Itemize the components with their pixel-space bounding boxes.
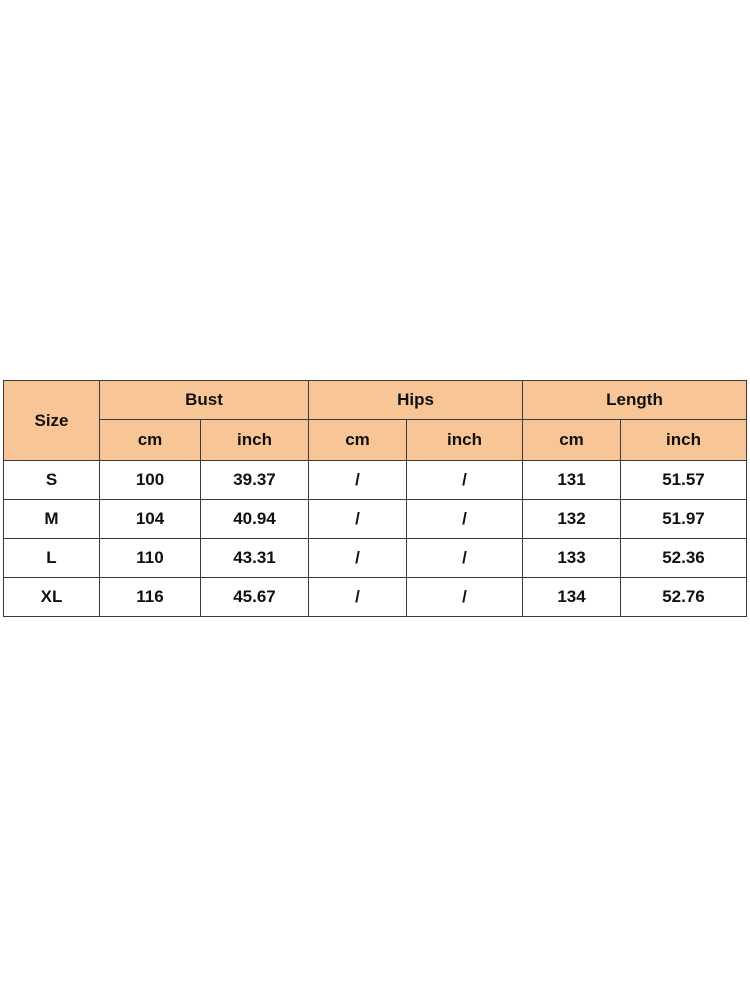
length-header: Length [523, 381, 747, 420]
size-chart-header [4, 381, 747, 461]
size-cell: L [4, 539, 100, 578]
hips-cm-cell: / [309, 461, 407, 500]
size-cell: XL [4, 578, 100, 617]
length-cm-header: cm [523, 420, 621, 461]
length-inch-cell: 52.36 [621, 539, 747, 578]
bust-cm-cell: 104 [100, 500, 201, 539]
hips-inch-cell: / [407, 539, 523, 578]
table-row [4, 500, 747, 539]
hips-cm-cell: / [309, 578, 407, 617]
size-cell: S [4, 461, 100, 500]
length-inch-header: inch [621, 420, 747, 461]
hips-inch-cell: / [407, 500, 523, 539]
table-row [4, 578, 747, 617]
hips-cm-cell: / [309, 539, 407, 578]
bust-inch-cell: 43.31 [201, 539, 309, 578]
bust-cm-cell: 116 [100, 578, 201, 617]
length-cm-cell: 132 [523, 500, 621, 539]
length-inch-cell: 52.76 [621, 578, 747, 617]
length-cm-cell: 133 [523, 539, 621, 578]
hips-cm-cell: / [309, 500, 407, 539]
size-column-header: Size [4, 381, 100, 461]
length-cm-cell: 131 [523, 461, 621, 500]
hips-header: Hips [309, 381, 523, 420]
table-row [4, 539, 747, 578]
hips-cm-header: cm [309, 420, 407, 461]
hips-inch-cell: / [407, 461, 523, 500]
length-inch-cell: 51.57 [621, 461, 747, 500]
bust-cm-header: cm [100, 420, 201, 461]
bust-inch-header: inch [201, 420, 309, 461]
hips-inch-header: inch [407, 420, 523, 461]
bust-cm-cell: 100 [100, 461, 201, 500]
header-unit-row [4, 420, 747, 461]
bust-inch-cell: 39.37 [201, 461, 309, 500]
bust-inch-cell: 45.67 [201, 578, 309, 617]
size-chart-body [4, 461, 747, 617]
length-inch-cell: 51.97 [621, 500, 747, 539]
bust-cm-cell: 110 [100, 539, 201, 578]
bust-header: Bust [100, 381, 309, 420]
hips-inch-cell: / [407, 578, 523, 617]
size-cell: M [4, 500, 100, 539]
length-cm-cell: 134 [523, 578, 621, 617]
header-group-row [4, 381, 747, 420]
size-chart-table [3, 380, 747, 617]
bust-inch-cell: 40.94 [201, 500, 309, 539]
table-row [4, 461, 747, 500]
